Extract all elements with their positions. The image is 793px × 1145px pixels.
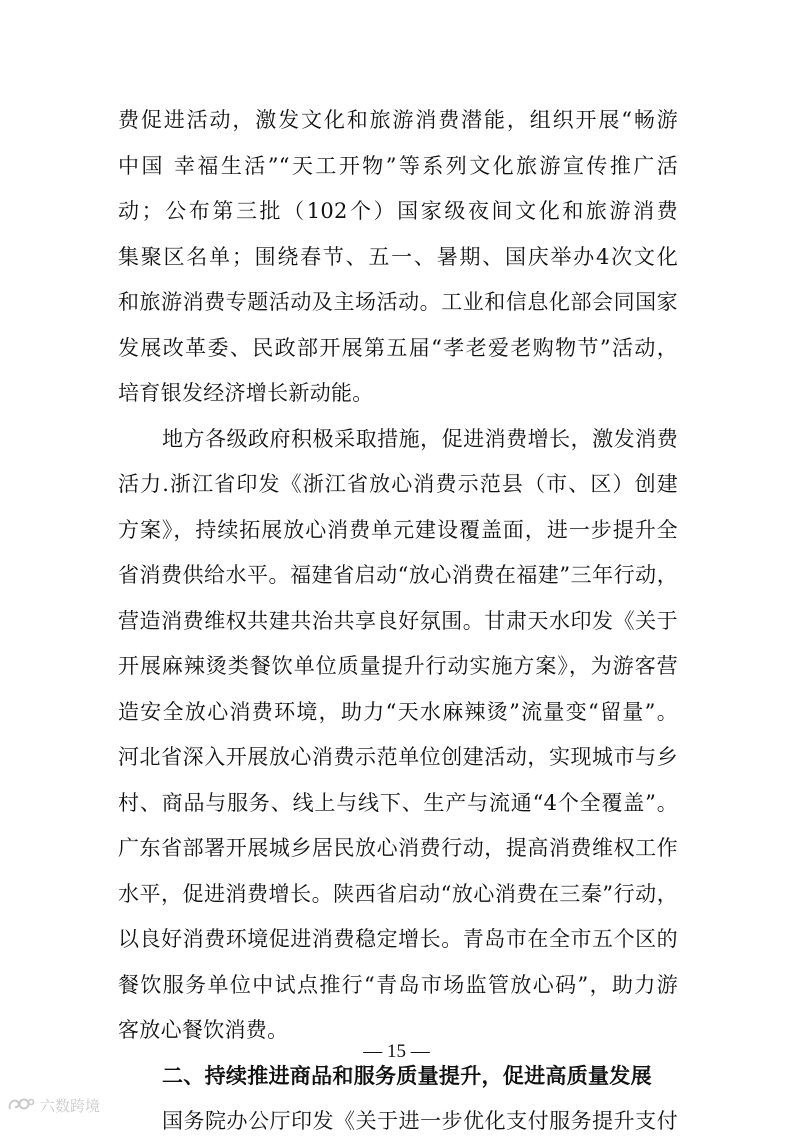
paragraph-line: 开展麻辣烫类餐饮单位质量提升行动实施方案》，为游客营 <box>118 654 678 678</box>
paragraph-line: 集聚区名单；围绕春节、五一、暑期、国庆举办4次文化 <box>118 244 678 269</box>
paragraph-line: 国务院办公厅印发《关于进一步优化支付服务提升支付 <box>162 1109 678 1133</box>
paragraph-line: 河北省深入开展放心消费示范单位创建活动，实现城市与乡 <box>118 745 678 769</box>
paragraph-line: 营造消费维权共建共治共享良好氛围。甘肃天水印发《关于 <box>118 608 678 633</box>
paragraph-line: 省消费供给水平。福建省启动“放心消费在福建”三年行动， <box>118 563 678 587</box>
page-number: — 15 — <box>363 1041 430 1062</box>
paragraph-2 <box>118 417 678 1054</box>
paragraph-line: 村、商品与服务、线上与线下、生产与流通“4个全覆盖”。 <box>118 790 678 815</box>
paragraph-line: 活力.浙江省印发《浙江省放心消费示范县（市、区）创建 <box>118 472 678 496</box>
paragraph-line: 动；公布第三批（102个）国家级夜间文化和旅游消费 <box>118 199 678 223</box>
paragraph-line: 费促进活动，激发文化和旅游消费潜能，组织开展“畅游 <box>118 108 678 132</box>
document-body <box>118 98 678 1145</box>
paragraph-line: 以良好消费环境促进消费稳定增长。青岛市在全市五个区的 <box>118 927 678 951</box>
paragraph-line: 广东省部署开展城乡居民放心消费行动，提高消费维权工作 <box>118 836 678 860</box>
paragraph-line: 和旅游消费专题活动及主场活动。工业和信息化部会同国家 <box>118 290 678 314</box>
paragraph-line: 水平，促进消费增长。陕西省启动“放心消费在三秦”行动， <box>118 881 678 906</box>
watermark-text: 六数跨境 <box>40 1096 101 1115</box>
paragraph-line: 造安全放心消费环境，助力“天水麻辣烫”流量变“留量”。 <box>118 699 678 724</box>
section-heading: 二、持续推进商品和服务质量提升，促进高质量发展 <box>162 1063 652 1088</box>
watermark <box>6 1093 100 1117</box>
paragraph-line: 餐饮服务单位中试点推行“青岛市场监管放心码”，助力游 <box>118 972 678 997</box>
paragraph-line: 发展改革委、民政部开展第五届“孝老爱老购物节”活动， <box>118 335 678 360</box>
paragraph-line: 地方各级政府积极采取措施，促进消费增长，激发消费 <box>162 426 678 451</box>
brand-logo-icon <box>6 1095 36 1115</box>
paragraph-line: 方案》，持续拓展放心消费单元建设覆盖面，进一步提升全 <box>118 517 678 542</box>
paragraph-line: 客放心餐饮消费。 <box>118 1018 289 1042</box>
paragraph-1 <box>118 98 678 417</box>
paragraph-3 <box>118 1099 678 1145</box>
paragraph-line: 中国 幸福生活”“天工开物”等系列文化旅游宣传推广活 <box>118 153 678 178</box>
paragraph-line: 培育银发经济增长新动能。 <box>118 381 374 405</box>
